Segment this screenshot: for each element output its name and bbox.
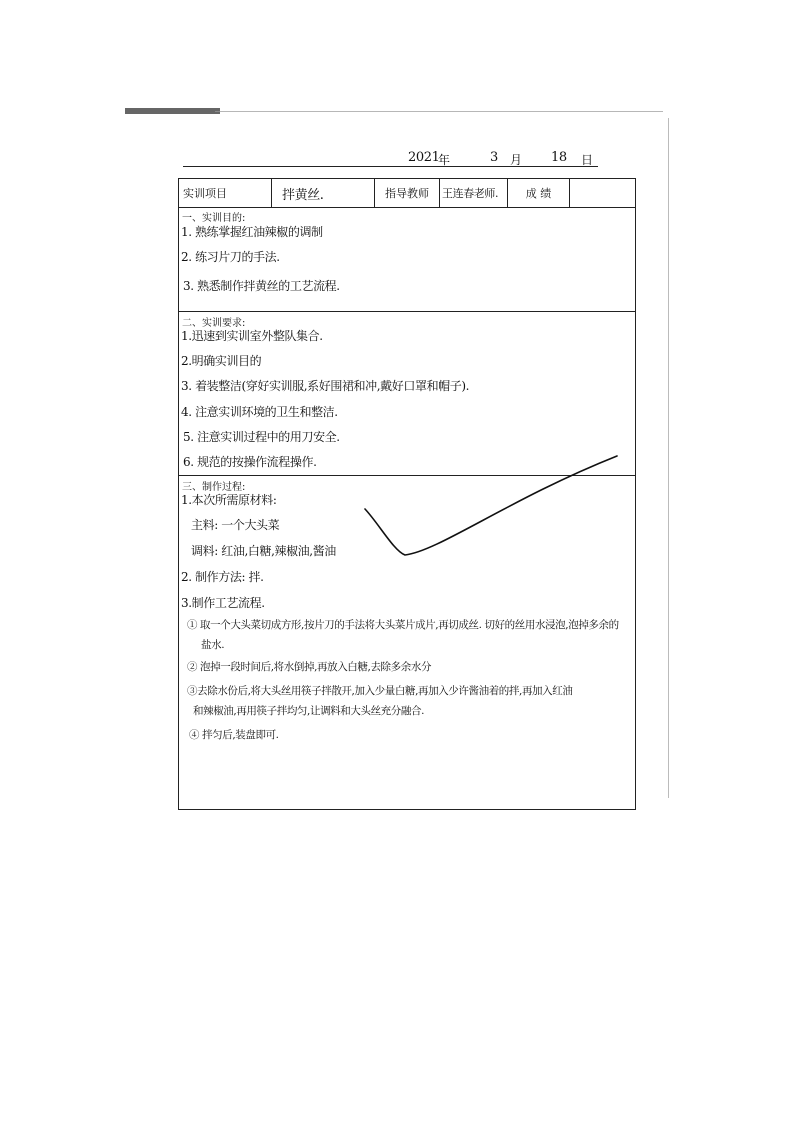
date-day: 18	[551, 150, 567, 165]
requirement-item: 2.明确实训目的	[181, 354, 262, 368]
teacher-value: 王连春老师.	[442, 187, 499, 200]
objective-item: 2. 练习片刀的手法.	[181, 250, 280, 264]
requirement-item: 3. 着装整洁(穿好实训服,系好围裙和冲,戴好口罩和帽子).	[181, 379, 470, 393]
process-line: 和辣椒油,再用筷子拌均匀,让调料和大头丝充分融合.	[193, 705, 425, 717]
scan-edge-line	[215, 111, 663, 112]
scan-edge-shadow	[125, 108, 220, 114]
scan-right-edge	[668, 118, 669, 798]
process-line: 2. 制作方法: 拌.	[181, 570, 264, 584]
process-line: 1.本次所需原材料:	[181, 493, 277, 507]
section-process-title: 三、制作过程:	[182, 482, 246, 493]
training-record-form	[178, 178, 636, 810]
date-underline	[183, 166, 598, 167]
date-year-label: 年	[438, 153, 451, 167]
teacher-label: 指导教师	[385, 187, 429, 200]
requirement-item: 1.迅速到实训室外整队集合.	[181, 329, 323, 343]
date-year: 2021	[408, 150, 440, 165]
process-line: ① 取一个大头菜切成方形,按片刀的手法将大头菜片成片,再切成丝. 切好的丝用水浸泡,泡掉多余的	[187, 619, 619, 631]
process-line: ③去除水份后,将大头丝用筷子拌散开,加入少量白糖,再加入少许酱油着的拌,再加入红油	[187, 685, 573, 697]
process-line: 调料: 红油,白糖,辣椒油,酱油	[191, 544, 336, 558]
process-line: ② 泡掉一段时间后,将水倒掉,再放入白糖,去除多余水分	[187, 661, 432, 673]
objective-item: 3. 熟悉制作拌黄丝的工艺流程.	[183, 279, 340, 293]
objective-item: 1. 熟练掌握红油辣椒的调制	[181, 225, 323, 239]
process-line: 3.制作工艺流程.	[181, 596, 265, 610]
date-day-label: 日	[581, 153, 594, 167]
section-objectives-title: 一、实训目的:	[182, 213, 246, 224]
section-requirements-title: 二、实训要求:	[182, 318, 246, 329]
date-month: 3	[490, 150, 498, 165]
score-label: 成 绩	[525, 187, 552, 200]
requirement-item: 4. 注意实训环境的卫生和整洁.	[181, 405, 338, 419]
project-value: 拌黄丝.	[282, 187, 324, 203]
requirement-item: 6. 规范的按操作流程操作.	[183, 455, 317, 469]
date-month-label: 月	[510, 153, 523, 167]
requirement-item: 5. 注意实训过程中的用刀安全.	[183, 430, 340, 444]
process-line: 主料: 一个大头菜	[191, 518, 280, 532]
project-label: 实训项目	[183, 187, 227, 200]
process-line: 盐水.	[201, 639, 225, 651]
process-line: ④ 拌匀后,装盘即可.	[189, 729, 279, 741]
teacher-checkmark	[179, 179, 637, 811]
